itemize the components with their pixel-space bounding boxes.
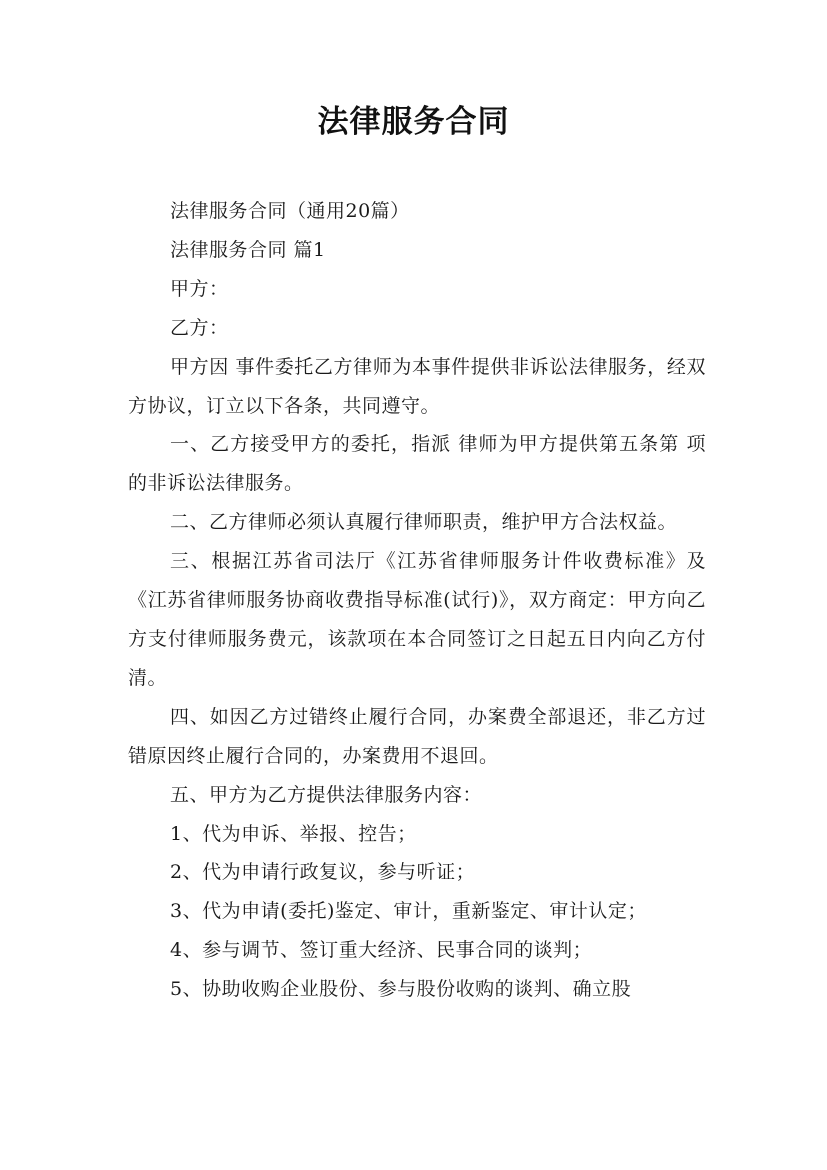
list-item-2: 2、代为申请行政复议，参与听证； (170, 861, 476, 884)
paragraph-clause-1: 一、乙方接受甲方的委托，指派 律师为甲方提供第五条第 项 的非诉讼法律服务。 (128, 433, 706, 495)
list-item-1: 1、代为申诉、举报、控告； (170, 822, 417, 845)
list-item-5: 5、协助收购企业股份、参与股份收购的谈判、确立股 (170, 978, 632, 1001)
document-title: 法律服务合同 (317, 104, 510, 140)
document-body (128, 192, 706, 1009)
paragraph-clause-5: 五、甲方为乙方提供法律服务内容： (170, 783, 483, 806)
paragraph-section-heading: 法律服务合同 篇1 (170, 238, 326, 261)
paragraph-clause-4: 四、如因乙方过错终止履行合同，办案费全部退还，非乙方过错原因终止履行合同的，办案费用不退回。 (128, 705, 706, 767)
list-item-4: 4、参与调节、签订重大经济、民事合同的谈判； (170, 939, 593, 962)
paragraph-party-a: 甲方： (170, 277, 229, 300)
paragraph-clause-3: 三、根据江苏省司法厅《江苏省律师服务计件收费标准》及《江苏省律师服务协商收费指导标准(试行)》，双方商定：甲方向乙方支付律师服务费元，该款项在本合同签订之日起五日内向乙方付清。 (128, 550, 706, 689)
paragraph-party-b: 乙方： (170, 316, 229, 339)
list-item-3: 3、代为申请(委托)鉴定、审计，重新鉴定、审计认定； (170, 900, 647, 923)
paragraph-preamble: 甲方因 事件委托乙方律师为本事件提供非诉讼法律服务，经双方协议，订立以下各条，共同遵守。 (128, 355, 706, 417)
paragraph-clause-2: 二、乙方律师必须认真履行律师职责，维护甲方合法权益。 (170, 511, 678, 534)
paragraph-subtitle: 法律服务合同（通用20篇） (170, 200, 410, 222)
